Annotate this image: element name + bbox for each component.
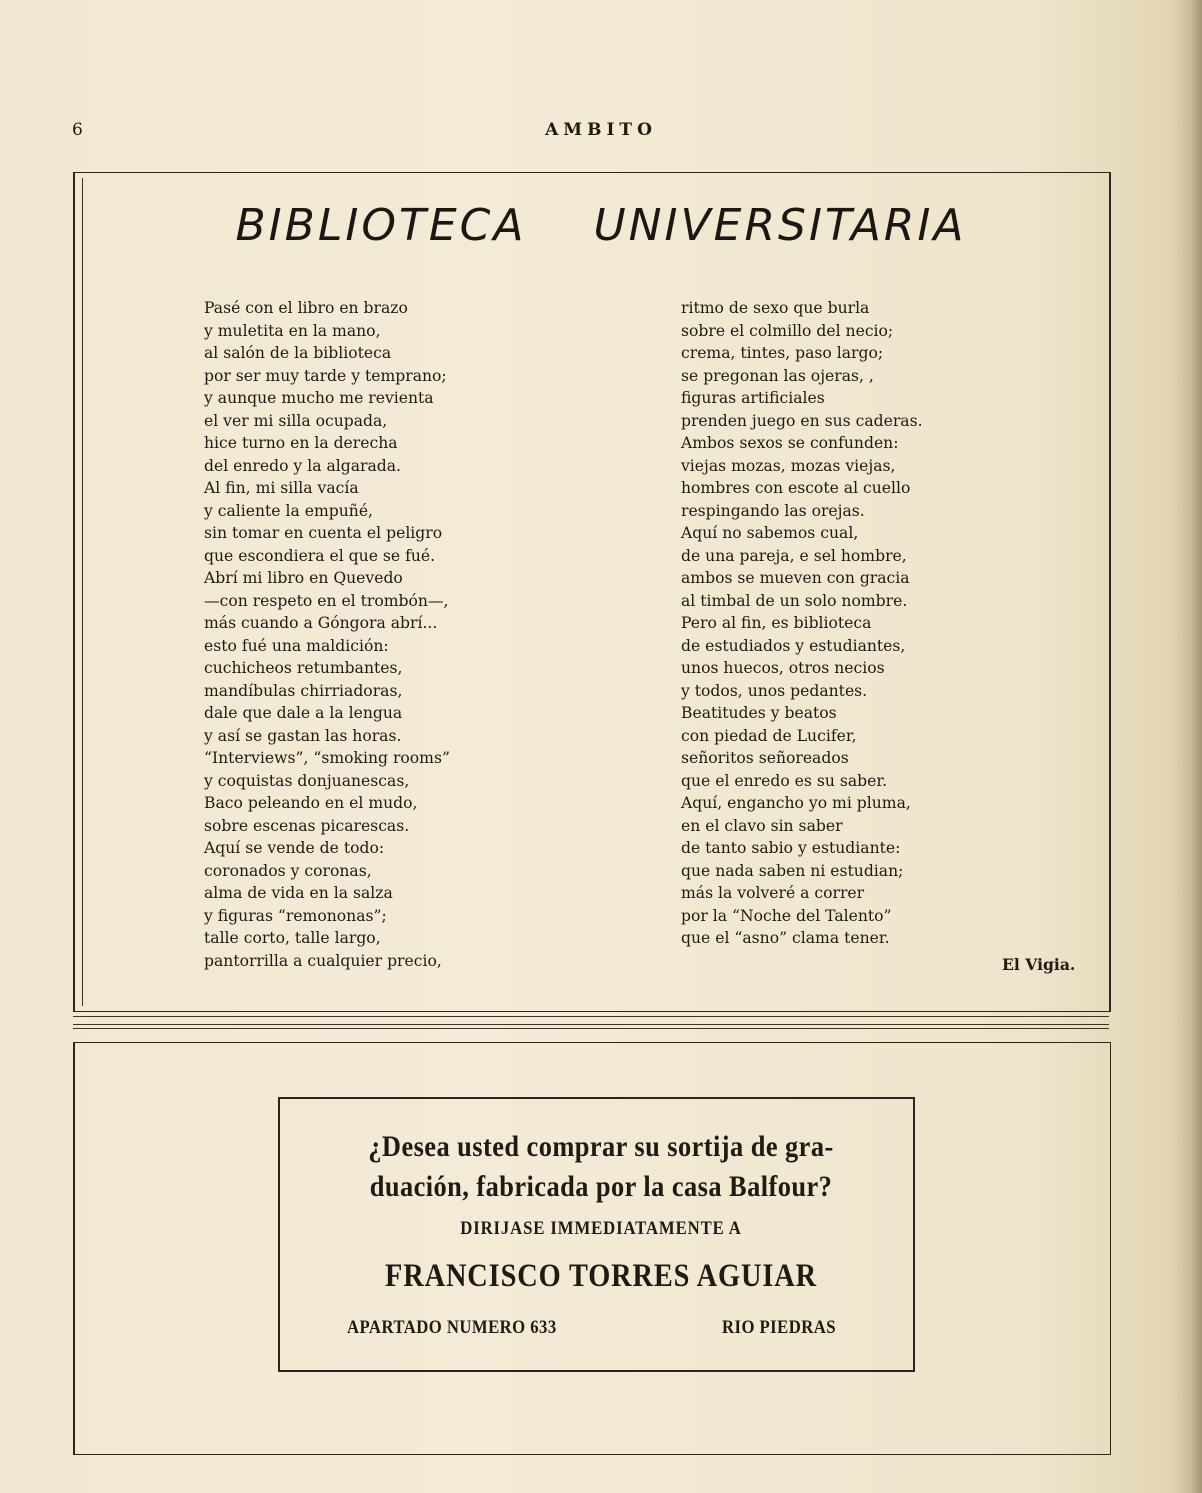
poem-line: Baco peleando en el mudo, [204,794,418,812]
poem-line: Aquí no sabemos cual, [681,524,859,542]
poem-line: y así se gastan las horas. [204,726,402,745]
poem-line: por la “Noche del Talento” [681,906,892,925]
poem-line: por ser muy tarde y temprano; [204,366,447,385]
poem-line: sobre el colmillo del necio; [681,321,894,340]
poem-line: del enredo y la algarada. [204,456,401,475]
advertisement-city: RIO PIEDRAS [722,1317,837,1338]
poem-line: que el “asno” clama tener. [681,929,890,947]
advertisement-headline-line: ¿Desea usted comprar su sortija de gra- [368,1130,834,1163]
poem-line: Aquí se vende de todo: [204,839,385,857]
poem-line: Pasé con el libro en brazo [204,299,408,317]
poem-line: Abrí mi libro en Quevedo [204,569,403,587]
poem-line: al timbal de un solo nombre. [681,591,908,610]
poem-line: y caliente la empuñé, [204,501,374,520]
poem-line: que escondiera el que se fué. [204,546,436,565]
poem-title: BIBLIOTECA UNIVERSITARIA [235,200,967,251]
poem-line: ambos se mueven con gracia [681,569,910,587]
poem-line: Ambos sexos se confunden: [681,434,899,452]
poem-line: y figuras “remononas”; [204,906,387,925]
poem-line: ritmo de sexo que burla [681,299,870,317]
poem-line: sin tomar en cuenta el peligro [204,524,443,542]
poem-line: dale que dale a la lengua [204,704,403,722]
poem-line: y aunque mucho me revienta [204,389,434,407]
separator-rule [73,1028,1109,1029]
advertisement-merchant-name: FRANCISCO TORRES AGUIAR [385,1258,817,1294]
poem-line: sobre escenas picarescas. [204,816,410,835]
poem-line: con piedad de Lucifer, [681,726,857,745]
poem-line: al salón de la biblioteca [204,344,392,362]
poem-line: Pero al fin, es biblioteca [681,614,872,632]
poem-right-column [681,297,923,950]
advertisement-headline-line: duación, fabricada por la casa Balfour? [369,1170,833,1203]
advertisement-subheading: DIRIJASE IMMEDIATAMENTE A [460,1218,742,1239]
poem-line: respingando las orejas. [681,501,865,520]
poem-line: alma de vida en la salza [204,884,393,902]
advertisement-address: APARTADO NUMERO 633 [347,1317,557,1338]
poem-line: Al fin, mi silla vacía [204,479,359,497]
poem-line: figuras artificiales [681,389,825,407]
poem-line: que el enredo es su saber. [681,771,888,790]
poem-line: de una pareja, e sel hombre, [681,546,907,565]
poem-left-column [204,297,450,972]
poem-line: en el clavo sin saber [681,816,843,835]
poem-line: Aquí, engancho yo mi pluma, [681,794,911,812]
poem-line: el ver mi silla ocupada, [204,411,388,430]
poem-line: mandíbulas chirriadoras, [204,681,403,700]
poem-line: se pregonan las ojeras, , [681,366,874,385]
poem-line: y coquistas donjuanescas, [204,771,410,790]
page-number: 6 [72,120,83,140]
poem-line: más la volveré a correr [681,884,865,902]
poem-line: y muletita en la mano, [204,321,381,340]
poem-line: que nada saben ni estudian; [681,861,904,880]
poem-line: unos huecos, otros necios [681,659,885,677]
poem-line: hice turno en la derecha [204,434,398,452]
poem-line: prenden juego en sus caderas. [681,411,923,430]
poem-line: —con respeto en el trombón—, [204,591,449,610]
poem-line: Beatitudes y beatos [681,704,837,722]
poem-line: cuchicheos retumbantes, [204,659,403,677]
poem-line: hombres con escote al cuello [681,479,911,497]
poem-line: esto fué una maldición: [204,636,389,655]
poem-line: coronados y coronas, [204,861,372,880]
advertisement-headline [72,1127,1130,1207]
poem-line: pantorrilla a cualquier precio, [204,951,442,970]
poem-line: de estudiados y estudiantes, [681,636,906,655]
poem-line: “Interviews”, “smoking rooms” [204,749,450,767]
poem-line: y todos, unos pedantes. [681,681,868,700]
separator-rule [73,1016,1109,1017]
magazine-title: AMBITO [545,120,657,140]
poem-line: talle corto, talle largo, [204,929,381,947]
poem-line: más cuando a Góngora abrí... [204,614,438,632]
poem-line: de tanto sabio y estudiante: [681,839,901,857]
poem-line: viejas mozas, mozas viejas, [681,456,896,475]
poem-signature: El Vigia. [1002,955,1076,974]
poem-line: señoritos señoreados [681,749,849,767]
poem-line: crema, tintes, paso largo; [681,344,884,362]
separator-rule [73,1024,1109,1025]
